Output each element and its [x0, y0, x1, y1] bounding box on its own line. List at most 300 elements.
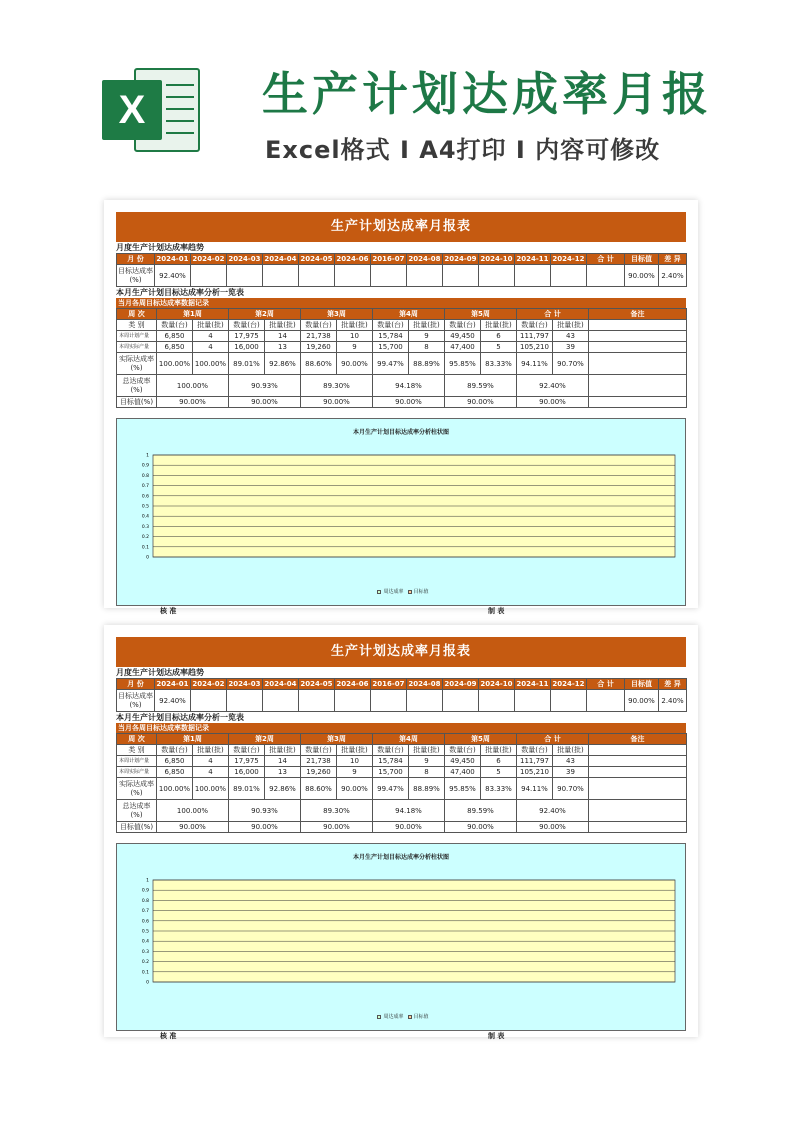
y-tick-label: 1: [146, 453, 149, 459]
table-cell[interactable]: 19,260: [301, 342, 337, 353]
prepared-by-label: 制 表: [488, 1032, 505, 1040]
data-rows: [117, 331, 687, 375]
y-tick-label: 0.6: [141, 919, 149, 925]
week-header-cell: 第5周: [445, 734, 517, 745]
y-tick-label: 0.4: [141, 939, 149, 945]
trend-value-cell[interactable]: 92.40%: [155, 690, 191, 712]
total-rate-cell[interactable]: 94.18%: [373, 800, 445, 822]
sub-header-cell: 批量(批): [553, 745, 589, 756]
table-cell[interactable]: 6,850: [157, 756, 193, 767]
record-bar: 当月各周目标达成率数据记录: [116, 723, 686, 733]
y-tick-label: 0.2: [141, 535, 149, 541]
table-cell[interactable]: 19,260: [301, 767, 337, 778]
table-cell[interactable]: 5: [481, 342, 517, 353]
trend-value-cell[interactable]: [371, 265, 407, 287]
table-cell[interactable]: 94.11%: [517, 353, 553, 375]
legend-label: 周达成率: [383, 589, 404, 595]
target-cell[interactable]: 90.00%: [157, 397, 229, 408]
table-cell[interactable]: 10: [337, 756, 373, 767]
sub-header-cell: 数量(台): [373, 745, 409, 756]
trend-header-cell: 月 份: [117, 679, 155, 690]
y-tick-label: 0.5: [141, 929, 149, 935]
trend-table: [116, 253, 687, 287]
legend-swatch: [408, 590, 412, 594]
sub-header-cell: [589, 320, 687, 331]
target-row: [117, 397, 687, 408]
table-cell[interactable]: 6,850: [157, 342, 193, 353]
table-cell[interactable]: [589, 342, 687, 353]
sub-header-row: [117, 320, 687, 331]
row-label: 本周计划产量: [117, 331, 157, 342]
y-tick-label: 0: [146, 555, 149, 561]
table-cell[interactable]: 9: [409, 756, 445, 767]
y-tick-label: 0.9: [141, 463, 149, 469]
total-rate-cell[interactable]: [589, 375, 687, 397]
trend-value-cell[interactable]: 92.40%: [155, 265, 191, 287]
y-tick-label: 0.8: [141, 473, 149, 479]
total-rate-cell[interactable]: 89.30%: [301, 800, 373, 822]
trend-value-cell[interactable]: [191, 265, 227, 287]
total-rate-cell[interactable]: 90.93%: [229, 375, 301, 397]
table-cell[interactable]: 4: [193, 767, 229, 778]
table-cell[interactable]: 95.85%: [445, 353, 481, 375]
sub-header-cell: 数量(台): [157, 745, 193, 756]
week-header-cell: 周 次: [117, 734, 157, 745]
table-cell[interactable]: 16,000: [229, 342, 265, 353]
target-cell[interactable]: 90.00%: [373, 397, 445, 408]
trend-header-cell: 2024-08: [408, 255, 441, 263]
signature-row: [116, 606, 686, 616]
table-row: [117, 756, 687, 767]
trend-header-cell: 目标值: [625, 254, 659, 265]
sub-header-cell: 类 别: [117, 745, 157, 756]
trend-header-row: [117, 254, 687, 265]
trend-value-cell[interactable]: [587, 690, 625, 712]
table-cell[interactable]: 6: [481, 331, 517, 342]
excel-logo: [100, 62, 204, 158]
trend-header-cell: 2024-02: [192, 255, 225, 263]
table-cell[interactable]: 90.70%: [553, 778, 589, 800]
row-label: 本周实际产量: [117, 767, 157, 778]
trend-value-cell[interactable]: 2.40%: [659, 265, 687, 287]
trend-value-cell[interactable]: [443, 265, 479, 287]
trend-header-cell: 目标值: [625, 679, 659, 690]
trend-value-cell[interactable]: [443, 690, 479, 712]
table-cell[interactable]: 9: [409, 331, 445, 342]
week-header-cell: 备注: [589, 734, 687, 745]
chart-plot: [117, 844, 687, 1032]
trend-value-cell[interactable]: [551, 690, 587, 712]
week-header-cell: 第3周: [301, 734, 373, 745]
week-header-cell: 第3周: [301, 309, 373, 320]
week-header-cell: 第4周: [373, 309, 445, 320]
trend-header-cell: 2024-09: [444, 680, 477, 688]
table-cell[interactable]: 15,784: [373, 331, 409, 342]
table-cell[interactable]: 94.11%: [517, 778, 553, 800]
trend-value-cell[interactable]: 90.00%: [625, 690, 659, 712]
table-cell[interactable]: 9: [337, 342, 373, 353]
y-tick-label: 1: [146, 878, 149, 884]
trend-value-cell[interactable]: [263, 265, 299, 287]
weekly-table: [116, 308, 687, 408]
trend-header-cell: 2024-06: [336, 680, 369, 688]
y-tick-label: 0.7: [141, 909, 149, 915]
table-cell[interactable]: 8: [409, 342, 445, 353]
sheet-preview-2: [104, 625, 698, 1040]
week-header-cell: 周 次: [117, 309, 157, 320]
sub-header-cell: 数量(台): [157, 320, 193, 331]
trend-row-label: 目标达成率(%): [117, 690, 155, 712]
table-cell[interactable]: 39: [553, 342, 589, 353]
sub-header-cell: 数量(台): [229, 320, 265, 331]
trend-value-cell[interactable]: [407, 690, 443, 712]
sub-header-cell: 批量(批): [265, 745, 301, 756]
trend-header-cell: 合 计: [587, 679, 625, 690]
table-cell[interactable]: 43: [553, 331, 589, 342]
sub-header-row: [117, 745, 687, 756]
trend-header-cell: 2024-01: [156, 255, 189, 263]
table-cell[interactable]: 17,975: [229, 756, 265, 767]
total-rate-cell[interactable]: 92.40%: [517, 375, 589, 397]
trend-value-cell[interactable]: [515, 690, 551, 712]
y-tick-label: 0.3: [141, 949, 149, 955]
trend-value-cell[interactable]: [551, 265, 587, 287]
total-rate-label: 总达成率(%): [117, 800, 157, 822]
y-tick-label: 0.6: [141, 494, 149, 500]
table-cell[interactable]: 13: [265, 342, 301, 353]
table-cell[interactable]: 105,210: [517, 342, 553, 353]
analysis-section-title: 本月生产计划目标达成率分析一览表: [116, 713, 244, 722]
trend-header-row: [117, 679, 687, 690]
table-cell[interactable]: 6: [481, 756, 517, 767]
y-tick-label: 0.8: [141, 898, 149, 904]
table-cell[interactable]: 99.47%: [373, 353, 409, 375]
row-label: 实际达成率(%): [117, 353, 157, 375]
trend-header-cell: 2024-03: [228, 680, 261, 688]
trend-header-cell: 2024-12: [552, 255, 585, 263]
sub-header-cell: 批量(批): [553, 320, 589, 331]
table-cell[interactable]: 90.70%: [553, 353, 589, 375]
row-label: 本周实际产量: [117, 342, 157, 353]
target-cell[interactable]: 90.00%: [517, 397, 589, 408]
table-cell[interactable]: 49,450: [445, 331, 481, 342]
y-tick-label: 0.4: [141, 514, 149, 520]
table-cell[interactable]: 47,400: [445, 767, 481, 778]
table-cell[interactable]: 15,700: [373, 342, 409, 353]
trend-header-cell: 差 异: [659, 679, 687, 690]
table-cell[interactable]: 14: [265, 756, 301, 767]
table-cell[interactable]: 90.00%: [337, 778, 373, 800]
chart-plot: [117, 419, 687, 607]
table-cell[interactable]: 4: [193, 331, 229, 342]
target-cell[interactable]: 90.00%: [301, 822, 373, 833]
table-row: [117, 353, 687, 375]
trend-value-cell[interactable]: [335, 690, 371, 712]
table-cell[interactable]: 17,975: [229, 331, 265, 342]
trend-header-cell: 2024-09: [444, 255, 477, 263]
trend-header-cell: 差 异: [659, 254, 687, 265]
sub-header-cell: 数量(台): [445, 745, 481, 756]
trend-header-cell: 2016-07: [372, 680, 405, 688]
analysis-section-title: 本月生产计划目标达成率分析一览表: [116, 288, 244, 297]
week-header-cell: 合 计: [517, 309, 589, 320]
data-rows: [117, 756, 687, 800]
table-cell[interactable]: 88.60%: [301, 353, 337, 375]
table-cell[interactable]: 83.33%: [481, 778, 517, 800]
chart-title: 本月生产计划目标达成率分析柱状图: [352, 854, 449, 861]
table-cell[interactable]: 92.86%: [265, 778, 301, 800]
bar-chart: [116, 843, 686, 1031]
trend-value-cell[interactable]: [479, 690, 515, 712]
table-cell[interactable]: 15,784: [373, 756, 409, 767]
table-cell[interactable]: 39: [553, 767, 589, 778]
chart-title: 本月生产计划目标达成率分析柱状图: [352, 429, 449, 436]
table-cell[interactable]: 88.89%: [409, 353, 445, 375]
sheet-content: [116, 637, 686, 1041]
trend-header-cell: 2024-10: [480, 255, 513, 263]
page-title: 生产计划达成率月报: [262, 67, 712, 121]
total-rate-cell[interactable]: 89.59%: [445, 800, 517, 822]
sheet-title: 生产计划达成率月报表: [116, 212, 686, 242]
table-cell[interactable]: 9: [337, 767, 373, 778]
total-rate-cell[interactable]: 89.30%: [301, 375, 373, 397]
chart-legend: [117, 1013, 685, 1020]
y-tick-label: 0.3: [141, 524, 149, 530]
sub-header-cell: 批量(批): [409, 320, 445, 331]
table-cell[interactable]: 16,000: [229, 767, 265, 778]
table-cell[interactable]: 8: [409, 767, 445, 778]
legend-swatch: [408, 1015, 412, 1019]
sub-header-cell: 批量(批): [193, 745, 229, 756]
table-cell[interactable]: 90.00%: [337, 353, 373, 375]
legend-label: 目标值: [413, 1014, 429, 1020]
sub-header-cell: 数量(台): [517, 320, 553, 331]
target-cell[interactable]: [589, 822, 687, 833]
chart-legend: [117, 588, 685, 595]
trend-value-row: [117, 265, 687, 287]
trend-header-cell: 2024-08: [408, 680, 441, 688]
target-label: 目标值(%): [117, 397, 157, 408]
target-cell[interactable]: [589, 397, 687, 408]
trend-value-cell[interactable]: [371, 690, 407, 712]
trend-header-cell: 2024-03: [228, 255, 261, 263]
trend-value-cell[interactable]: [587, 265, 625, 287]
total-rate-row: [117, 800, 687, 822]
table-cell[interactable]: 6,850: [157, 331, 193, 342]
table-cell[interactable]: 4: [193, 342, 229, 353]
trend-section-title: 月度生产计划达成率趋势: [116, 668, 204, 677]
table-cell[interactable]: 4: [193, 756, 229, 767]
table-cell[interactable]: 100.00%: [157, 353, 193, 375]
trend-header-cell: 2024-05: [300, 255, 333, 263]
target-cell[interactable]: 90.00%: [445, 822, 517, 833]
table-row: [117, 331, 687, 342]
trend-header-cell: 2016-07: [372, 255, 405, 263]
week-header-cell: 第1周: [157, 734, 229, 745]
sub-header-cell: 批量(批): [409, 745, 445, 756]
table-cell[interactable]: 5: [481, 767, 517, 778]
sub-header-cell: 数量(台): [301, 320, 337, 331]
sub-header-cell: 批量(批): [265, 320, 301, 331]
target-cell[interactable]: 90.00%: [517, 822, 589, 833]
target-cell[interactable]: 90.00%: [157, 822, 229, 833]
target-cell[interactable]: 90.00%: [445, 397, 517, 408]
total-rate-cell[interactable]: 92.40%: [517, 800, 589, 822]
approve-label: 核 准: [160, 1032, 177, 1040]
trend-value-cell[interactable]: [191, 690, 227, 712]
table-cell[interactable]: 111,797: [517, 756, 553, 767]
excel-x-badge: X: [102, 80, 162, 140]
trend-header-cell: 2024-06: [336, 255, 369, 263]
table-cell[interactable]: [589, 756, 687, 767]
legend-swatch: [377, 1015, 381, 1019]
table-cell[interactable]: 89.01%: [229, 353, 265, 375]
trend-header-cell: 2024-04: [264, 255, 297, 263]
table-cell[interactable]: 88.89%: [409, 778, 445, 800]
table-cell[interactable]: 43: [553, 756, 589, 767]
week-header-row: [117, 309, 687, 320]
table-cell[interactable]: [589, 353, 687, 375]
week-header-row: [117, 734, 687, 745]
sheet-content: [116, 212, 686, 616]
target-cell[interactable]: 90.00%: [229, 397, 301, 408]
table-cell[interactable]: 10: [337, 331, 373, 342]
sub-header-cell: 批量(批): [481, 320, 517, 331]
y-tick-label: 0.5: [141, 504, 149, 510]
signature-row: [116, 1031, 686, 1041]
total-rate-row: [117, 375, 687, 397]
table-cell[interactable]: 100.00%: [157, 778, 193, 800]
record-bar: 当月各周目标达成率数据记录: [116, 298, 686, 308]
table-cell[interactable]: [589, 331, 687, 342]
y-tick-label: 0.7: [141, 484, 149, 490]
trend-value-row: [117, 690, 687, 712]
week-header-cell: 第2周: [229, 734, 301, 745]
table-cell[interactable]: 89.01%: [229, 778, 265, 800]
legend-label: 目标值: [413, 589, 429, 595]
table-cell[interactable]: 13: [265, 767, 301, 778]
sub-header-cell: 数量(台): [517, 745, 553, 756]
trend-header-cell: 2024-12: [552, 680, 585, 688]
week-header-cell: 合 计: [517, 734, 589, 745]
total-rate-label: 总达成率(%): [117, 375, 157, 397]
row-label: 实际达成率(%): [117, 778, 157, 800]
week-header-cell: 第4周: [373, 734, 445, 745]
table-cell[interactable]: 92.86%: [265, 353, 301, 375]
bar-chart: [116, 418, 686, 606]
table-row: [117, 767, 687, 778]
y-tick-label: 0.2: [141, 960, 149, 966]
trend-value-cell[interactable]: [299, 265, 335, 287]
y-tick-label: 0.9: [141, 888, 149, 894]
sub-header-cell: 数量(台): [373, 320, 409, 331]
table-cell[interactable]: 15,700: [373, 767, 409, 778]
table-cell[interactable]: 47,400: [445, 342, 481, 353]
trend-table: [116, 678, 687, 712]
target-cell[interactable]: 90.00%: [373, 822, 445, 833]
table-cell[interactable]: 111,797: [517, 331, 553, 342]
trend-value-cell[interactable]: [299, 690, 335, 712]
trend-row-label: 目标达成率(%): [117, 265, 155, 287]
week-header-cell: 第5周: [445, 309, 517, 320]
sub-header-cell: 数量(台): [301, 745, 337, 756]
sub-header-cell: 批量(批): [337, 745, 373, 756]
sub-header-cell: 数量(台): [229, 745, 265, 756]
sub-header-cell: 批量(批): [337, 320, 373, 331]
week-header-cell: 第2周: [229, 309, 301, 320]
table-cell[interactable]: 95.85%: [445, 778, 481, 800]
trend-value-cell[interactable]: 90.00%: [625, 265, 659, 287]
sub-header-cell: 批量(批): [193, 320, 229, 331]
table-cell[interactable]: [589, 767, 687, 778]
total-rate-cell[interactable]: 90.93%: [229, 800, 301, 822]
table-cell[interactable]: 49,450: [445, 756, 481, 767]
sub-header-cell: 批量(批): [481, 745, 517, 756]
prepared-by-label: 制 表: [488, 607, 505, 615]
table-cell[interactable]: 14: [265, 331, 301, 342]
trend-value-cell[interactable]: [227, 690, 263, 712]
sheet-preview-1: [104, 200, 698, 615]
legend-swatch: [377, 590, 381, 594]
trend-header-cell: 2024-11: [516, 680, 549, 688]
table-cell[interactable]: 105,210: [517, 767, 553, 778]
table-row: [117, 342, 687, 353]
sub-header-cell: 类 别: [117, 320, 157, 331]
trend-header-cell: 2024-04: [264, 680, 297, 688]
trend-value-cell[interactable]: [479, 265, 515, 287]
row-label: 本周计划产量: [117, 756, 157, 767]
sheet-title: 生产计划达成率月报表: [116, 637, 686, 667]
table-cell[interactable]: 100.00%: [193, 778, 229, 800]
table-cell[interactable]: 100.00%: [193, 353, 229, 375]
page-subtitle: Excel格式 I A4打印 I 内容可修改: [265, 136, 661, 164]
total-rate-cell[interactable]: [589, 800, 687, 822]
table-cell[interactable]: 88.60%: [301, 778, 337, 800]
total-rate-cell[interactable]: 100.00%: [157, 375, 229, 397]
target-row: [117, 822, 687, 833]
trend-header-cell: 2024-10: [480, 680, 513, 688]
table-cell[interactable]: 6,850: [157, 767, 193, 778]
total-rate-cell[interactable]: 94.18%: [373, 375, 445, 397]
trend-value-cell[interactable]: [407, 265, 443, 287]
y-tick-label: 0: [146, 980, 149, 986]
sub-header-cell: 数量(台): [445, 320, 481, 331]
target-label: 目标值(%): [117, 822, 157, 833]
approve-label: 核 准: [160, 607, 177, 615]
table-cell[interactable]: 99.47%: [373, 778, 409, 800]
total-rate-cell[interactable]: 100.00%: [157, 800, 229, 822]
table-cell[interactable]: 21,738: [301, 331, 337, 342]
target-cell[interactable]: 90.00%: [301, 397, 373, 408]
trend-value-cell[interactable]: 2.40%: [659, 690, 687, 712]
y-tick-label: 0.1: [141, 545, 149, 551]
trend-section-title: 月度生产计划达成率趋势: [116, 243, 204, 252]
total-rate-cell[interactable]: 89.59%: [445, 375, 517, 397]
trend-value-cell[interactable]: [263, 690, 299, 712]
table-cell[interactable]: [589, 778, 687, 800]
table-cell[interactable]: 83.33%: [481, 353, 517, 375]
target-cell[interactable]: 90.00%: [229, 822, 301, 833]
table-row: [117, 778, 687, 800]
trend-value-cell[interactable]: [515, 265, 551, 287]
week-header-cell: 第1周: [157, 309, 229, 320]
trend-header-cell: 月 份: [117, 254, 155, 265]
trend-value-cell[interactable]: [335, 265, 371, 287]
trend-header-cell: 2024-05: [300, 680, 333, 688]
trend-header-cell: 2024-11: [516, 255, 549, 263]
table-cell[interactable]: 21,738: [301, 756, 337, 767]
trend-value-cell[interactable]: [227, 265, 263, 287]
